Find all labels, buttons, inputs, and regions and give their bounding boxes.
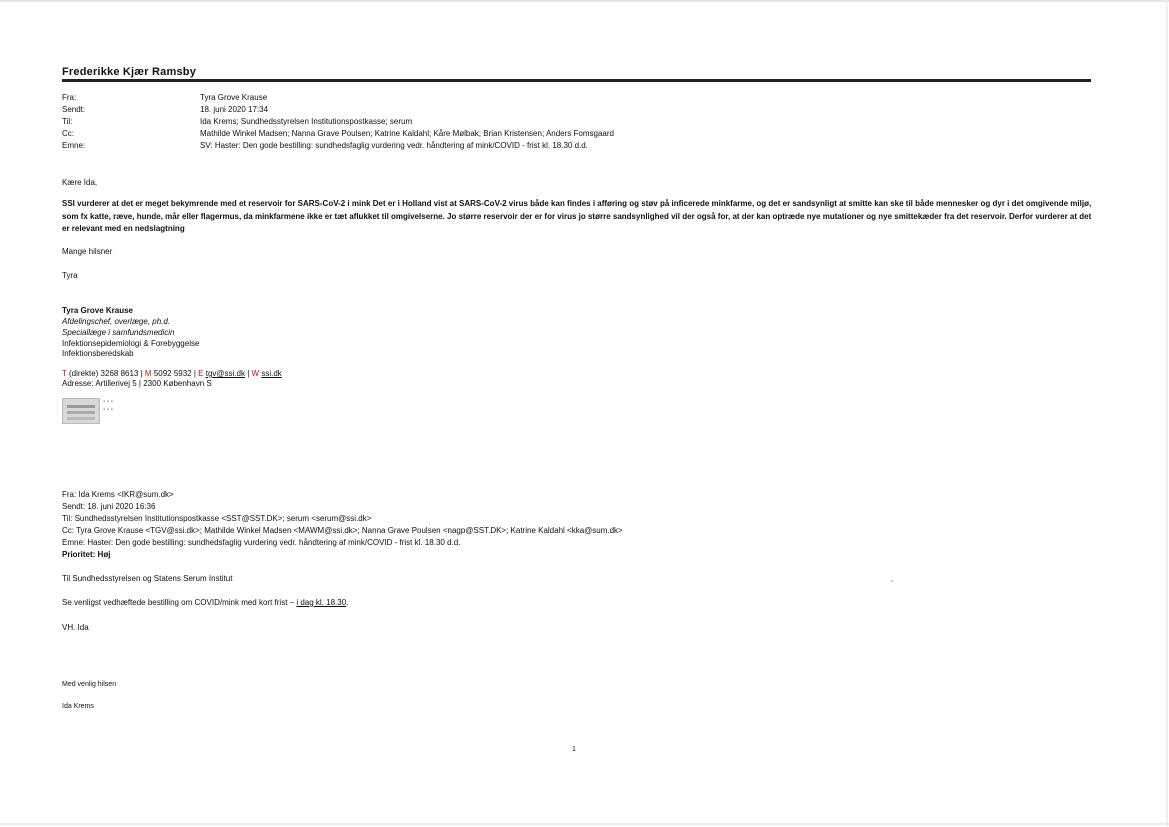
- signoff: Tyra: [62, 271, 78, 280]
- from-label: Fra:: [62, 93, 77, 102]
- message-paragraph: SSI vurderer at det er meget bekymrende med et reservoir for SARS-CoV-2 i mink Det er i Holland vist at SARS-CoV-2 virus både kan findes i afføring og støv på inficerede minkfarme, og det er sandsynligt at smitte kan ske til både mennesker og dyr i det omgivende miljø, som fx katte, ræve, hunde, mår eller flagermus, da minkfarmene ikke er tæt aflukket til omgivelserne. Jo større reservoir der er for virus jo større sandsynlighed vil der også for, at der kan optræde nye mutationer og nye smittekæder fra det reservoir. Derfor vurderer at det er relevant med en nedslagtning: [62, 199, 1092, 234]
- fwd-priority: Prioritet: Høj: [62, 550, 111, 559]
- signature-title: Afdelingschef, overlæge, ph.d.: [62, 317, 171, 326]
- fwd-cc: Cc: Tyra Grove Krause <TGV@ssi.dk>; Mathilde Winkel Madsen <MAWM@ssi.dk>; Nanna Grave Poulsen <nagp@SST.DK>; Katrine Kaldahl <kka@sum.dk>: [62, 526, 623, 535]
- fwd-regards-name: Ida Krems: [62, 703, 94, 710]
- to-value: Ida Krems; Sundhedsstyrelsen Institutionspostkasse; serum: [200, 117, 413, 126]
- subject-value: SV: Haster: Den gode bestilling: sundhedsfaglig vurdering vedr. håndtering af mink/COVID - frist kl. 18.30 d.d.: [200, 141, 588, 150]
- scan-edge-top: [0, 0, 1169, 2]
- to-label: Til:: [62, 117, 73, 126]
- signature-department: Infektionsepidemiologi & Forebyggelse: [62, 339, 200, 348]
- ssi-logo-image: [62, 398, 100, 424]
- fwd-addressee: Til Sundhedsstyrelsen og Statens Serum Institut: [62, 574, 233, 583]
- web-letter: W: [251, 369, 260, 378]
- signature-name: Tyra Grove Krause: [62, 306, 133, 315]
- fwd-vh: VH. Ida: [62, 623, 89, 632]
- greeting: Kære Ida,: [62, 178, 98, 187]
- address-line: Adresse: Artillerivej 5 | 2300 København S: [62, 379, 212, 388]
- fwd-sent: Sendt: 18. juni 2020 16:36: [62, 502, 156, 511]
- sent-label: Sendt:: [62, 105, 86, 114]
- cc-value: Mathilde Winkel Madsen; Nanna Grave Poulsen; Katrine Kaldahl; Kåre Mølbak; Brian Kristensen; Anders Fomsgaard: [200, 129, 614, 138]
- contact-separator: |: [247, 369, 250, 378]
- scan-speck: [891, 580, 893, 582]
- subject-label: Emne:: [62, 141, 86, 150]
- cc-label: Cc:: [62, 129, 74, 138]
- page-number: 1: [572, 746, 576, 753]
- signature-unit: Infektionsberedskab: [62, 349, 134, 358]
- logo-faint-mark: ▪ ▪ ▪ ▪ ▪ ▪: [103, 399, 113, 413]
- email-link[interactable]: tgv@ssi.dk: [205, 369, 245, 378]
- web-link[interactable]: ssi.dk: [261, 369, 282, 378]
- fwd-from: Fra: Ida Krems <IKR@sum.dk>: [62, 490, 174, 499]
- phone-value: (direkte) 3268 8613 |: [68, 369, 143, 378]
- scan-edge-right: [1166, 0, 1168, 827]
- fwd-deadline: i dag kl. 18.30: [296, 598, 347, 607]
- closing: Mange hilsner: [62, 247, 113, 256]
- sent-value: 18. juni 2020 17:34: [200, 105, 269, 114]
- from-value: Tyra Grove Krause: [200, 93, 268, 102]
- fwd-regards: Med venlig hilsen: [62, 681, 117, 688]
- signature-specialty: Speciallæge i samfundsmedicin: [62, 328, 175, 337]
- mobile-letter: M: [144, 369, 152, 378]
- fwd-to: Til: Sundhedsstyrelsen Institutionspostkasse <SST@SST.DK>; serum <serum@ssi.dk>: [62, 514, 372, 523]
- mobile-value: 5092 5932 |: [153, 369, 196, 378]
- phone-letter: T: [62, 369, 67, 378]
- fwd-request: [62, 597, 348, 610]
- header-rule: [62, 79, 1091, 82]
- fwd-request-end: .: [346, 598, 349, 607]
- fwd-request-text: Se venligst vedhæftede bestilling om COVID/mink med kort frist –: [62, 598, 297, 607]
- printed-by-name: Frederikke Kjær Ramsby: [62, 66, 197, 78]
- scan-edge-bottom: [0, 823, 1169, 825]
- email-letter: E: [198, 369, 204, 378]
- fwd-subject: Emne: Haster: Den gode bestilling: sundhedsfaglig vurdering vedr. håndtering af mink/COVID - frist kl. 18.30 d.d.: [62, 538, 461, 547]
